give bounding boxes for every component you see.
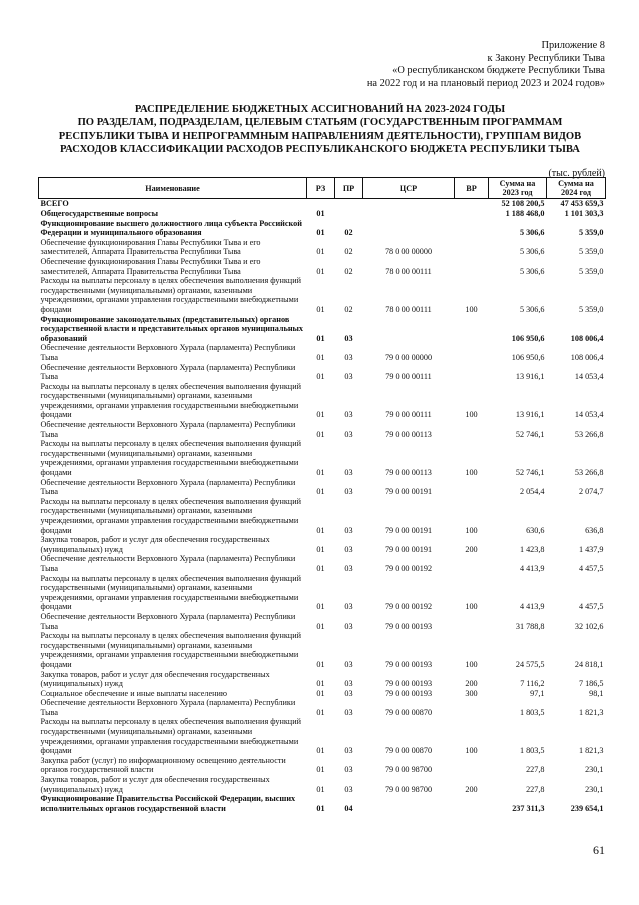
cell-sum-2024: 108 006,4 bbox=[570, 352, 604, 362]
cell-sum-2024: 1 821,3 bbox=[578, 746, 604, 756]
cell-csr: 79 0 00 00191 bbox=[384, 487, 433, 497]
cell-pr: 03 bbox=[344, 679, 353, 689]
table-row bbox=[39, 257, 606, 276]
cell-sum-2023: 5 306,6 bbox=[519, 247, 545, 257]
cell-sum-2023: 52 746,1 bbox=[515, 468, 545, 478]
cell-vr: 300 bbox=[465, 688, 478, 698]
cell-sum-2023: 5 306,6 bbox=[519, 228, 545, 238]
table-body bbox=[39, 199, 606, 814]
header-pr: ПР bbox=[335, 178, 363, 199]
cell-pr: 03 bbox=[344, 688, 353, 698]
cell-csr: 78 0 00 00000 bbox=[384, 247, 433, 257]
cell-csr: 79 0 00 00111 bbox=[385, 372, 432, 382]
cell-name: Расходы на выплаты персоналу в целях обеспечения выполнения функций государственными (муниципальными) органами, казенными учреждениями, органами управления государственными внебюджетными фондами bbox=[40, 496, 301, 535]
cell-csr: 79 0 00 00113 bbox=[385, 429, 432, 439]
cell-rz: 01 bbox=[316, 429, 325, 439]
cell-sum-2023: 31 788,8 bbox=[515, 621, 545, 631]
document-title bbox=[40, 103, 600, 157]
cell-rz: 01 bbox=[316, 247, 325, 257]
cell-rz: 01 bbox=[316, 784, 325, 794]
units-label: (тыс. рублей) bbox=[548, 168, 605, 179]
cell-name: Обеспечение функционирования Главы Республики Тыва и его заместителей, Аппарата Правительства Республики Тыва bbox=[40, 256, 261, 276]
cell-sum-2023: 227,8 bbox=[526, 784, 545, 794]
annex-line: на 2022 год и на плановый период 2023 и 2024 годов» bbox=[366, 77, 605, 89]
cell-name: Расходы на выплаты персоналу в целях обеспечения выполнения функций государственными (муниципальными) органами, казенными учреждениями, органами управления государственными внебюджетными фондами bbox=[40, 381, 301, 420]
cell-name: Расходы на выплаты персоналу в целях обеспечения выполнения функций государственными (муниципальными) органами, казенными учреждениями, органами управления государственными внебюджетными фондами bbox=[40, 573, 301, 612]
cell-rz: 01 bbox=[316, 621, 325, 631]
annex-line: к Закону Республики Тыва bbox=[487, 52, 605, 64]
cell-csr: 79 0 00 00870 bbox=[384, 746, 433, 756]
cell-sum-2024: 7 186,5 bbox=[578, 679, 604, 689]
cell-pr: 03 bbox=[344, 525, 353, 535]
cell-pr: 03 bbox=[344, 659, 353, 669]
cell-rz: 01 bbox=[316, 563, 325, 573]
page-number: 61 bbox=[593, 843, 605, 857]
table-row bbox=[39, 478, 606, 497]
cell-name: Обеспечение деятельности Верховного Хурала (парламента) Республики Тыва bbox=[40, 698, 296, 717]
cell-sum-2024: 53 266,8 bbox=[574, 429, 604, 439]
cell-pr: 03 bbox=[344, 765, 353, 775]
table-row bbox=[39, 756, 606, 775]
cell-vr: 100 bbox=[465, 746, 478, 756]
table-row bbox=[39, 219, 606, 238]
table-row bbox=[39, 698, 606, 717]
cell-csr: 79 0 00 00111 bbox=[385, 410, 432, 420]
cell-rz: 01 bbox=[316, 266, 325, 276]
cell-vr: 100 bbox=[465, 602, 478, 612]
cell-name: Обеспечение функционирования Главы Республики Тыва и его заместителей, Аппарата Правительства Республики Тыва bbox=[40, 237, 261, 257]
cell-rz: 01 bbox=[316, 544, 325, 554]
cell-pr: 03 bbox=[344, 333, 353, 343]
cell-rz: 01 bbox=[316, 410, 325, 420]
cell-csr: 78 0 00 00111 bbox=[385, 266, 432, 276]
annex-line: Приложение 8 bbox=[541, 40, 605, 51]
cell-sum-2024: 4 457,5 bbox=[578, 563, 604, 573]
cell-sum-2024: 1 101 303,3 bbox=[564, 209, 604, 218]
cell-sum-2024: 5 359,0 bbox=[578, 266, 604, 276]
cell-pr: 04 bbox=[344, 803, 353, 813]
cell-csr: 79 0 00 00191 bbox=[384, 525, 433, 535]
cell-sum-2023: 5 306,6 bbox=[519, 266, 545, 276]
title-line: РАСПРЕДЕЛЕНИЕ БЮДЖЕТНЫХ АССИГНОВАНИЙ НА 2023-2024 ГОДЫ bbox=[134, 104, 506, 115]
cell-sum-2023: 106 950,6 bbox=[511, 333, 545, 343]
cell-rz: 01 bbox=[316, 679, 325, 689]
cell-rz: 01 bbox=[316, 688, 325, 698]
cell-name: Закупка товаров, работ и услуг для обеспечения государственных (муниципальных) нужд bbox=[40, 535, 270, 554]
table-row bbox=[39, 315, 606, 344]
cell-name: Обеспечение деятельности Верховного Хурала (парламента) Республики Тыва bbox=[40, 343, 296, 362]
cell-csr: 79 0 00 98700 bbox=[384, 784, 433, 794]
table-row bbox=[39, 775, 606, 794]
table-row bbox=[39, 535, 606, 554]
cell-pr: 02 bbox=[344, 266, 353, 276]
cell-sum-2023: 4 413,9 bbox=[519, 563, 545, 573]
cell-vr: 100 bbox=[465, 659, 478, 669]
cell-csr: 79 0 00 00000 bbox=[384, 352, 433, 362]
cell-rz: 01 bbox=[316, 487, 325, 497]
cell-vr bbox=[455, 612, 489, 631]
cell-csr bbox=[363, 209, 455, 219]
cell-sum-2023: 5 306,6 bbox=[519, 304, 545, 314]
cell-csr bbox=[363, 794, 455, 813]
cell-sum-2024: 2 074,7 bbox=[578, 487, 604, 497]
table-row bbox=[39, 689, 606, 699]
cell-name: Функционирование высшего должностного лица субъекта Российской Федерации и муниципального образования bbox=[40, 218, 302, 238]
table-row bbox=[39, 276, 606, 314]
cell-pr: 03 bbox=[344, 621, 353, 631]
cell-rz: 01 bbox=[316, 468, 325, 478]
cell-name: Закупка товаров, работ и услуг для обеспечения государственных (муниципальных) нужд bbox=[40, 669, 270, 689]
cell-rz: 01 bbox=[316, 352, 325, 362]
cell-name: Расходы на выплаты персоналу в целях обеспечения выполнения функций государственными (муниципальными) органами, казенными учреждениями, органами управления государственными внебюджетными фондами bbox=[40, 631, 301, 669]
cell-rz: 01 bbox=[316, 304, 325, 314]
cell-pr: 02 bbox=[344, 304, 353, 314]
cell-sum-2024: 53 266,8 bbox=[574, 468, 604, 478]
cell-csr bbox=[363, 219, 455, 238]
cell-sum-2024: 98,1 bbox=[589, 688, 604, 698]
cell-name: Обеспечение деятельности Верховного Хурала (парламента) Республики Тыва bbox=[40, 477, 296, 497]
table-row bbox=[39, 497, 606, 535]
cell-rz: 01 bbox=[316, 746, 325, 756]
cell-pr: 03 bbox=[344, 707, 353, 717]
cell-sum-2024: 4 457,5 bbox=[578, 602, 604, 612]
cell-rz: 01 bbox=[316, 209, 325, 218]
header-rz: РЗ bbox=[307, 178, 335, 199]
cell-pr: 03 bbox=[344, 602, 353, 612]
cell-name: Закупка работ (услуг) по информационному освещению деятельности органов государственной власти bbox=[40, 755, 286, 775]
cell-vr bbox=[455, 478, 489, 497]
cell-name: Обеспечение деятельности Верховного Хурала (парламента) Республики Тыва bbox=[40, 362, 296, 382]
table-row bbox=[39, 574, 606, 612]
cell-vr: 100 bbox=[465, 525, 478, 535]
annex-line: «О республиканском бюджете Республики Тыва bbox=[392, 65, 605, 77]
table-row bbox=[39, 382, 606, 420]
cell-csr: 79 0 00 00193 bbox=[384, 679, 433, 689]
cell-csr: 79 0 00 00191 bbox=[384, 544, 433, 554]
cell-vr: 200 bbox=[465, 544, 478, 554]
table-row bbox=[39, 794, 606, 813]
table-row bbox=[39, 670, 606, 689]
cell-sum-2024: 239 654,1 bbox=[570, 803, 604, 813]
table-row bbox=[39, 363, 606, 382]
cell-pr: 03 bbox=[344, 372, 353, 382]
cell-csr: 79 0 00 00192 bbox=[384, 563, 433, 573]
cell-rz bbox=[307, 199, 335, 209]
cell-name: Функционирование Правительства Российской Федерации, высших исполнительных органов государственной власти bbox=[40, 794, 296, 813]
cell-csr: 79 0 00 00193 bbox=[384, 621, 433, 631]
cell-sum-2024: 14 053,4 bbox=[574, 410, 604, 420]
cell-csr: 79 0 00 00870 bbox=[384, 707, 433, 717]
cell-sum-2024: 5 359,0 bbox=[578, 304, 604, 314]
cell-name: Обеспечение деятельности Верховного Хурала (парламента) Республики Тыва bbox=[40, 420, 296, 439]
cell-pr: 03 bbox=[344, 352, 353, 362]
cell-rz: 01 bbox=[316, 707, 325, 717]
cell-vr bbox=[455, 209, 489, 219]
cell-vr bbox=[455, 315, 489, 344]
cell-pr: 03 bbox=[344, 563, 353, 573]
cell-sum-2023: 106 950,6 bbox=[511, 352, 545, 362]
cell-sum-2024: 32 102,6 bbox=[574, 621, 604, 631]
header-name: Наименование bbox=[39, 178, 307, 199]
cell-rz: 01 bbox=[316, 228, 325, 238]
cell-sum-2023: 2 054,4 bbox=[519, 487, 545, 497]
cell-name: Расходы на выплаты персоналу в целях обеспечения выполнения функций государственными (муниципальными) органами, казенными учреждениями, органами управления государственными внебюджетными фондами bbox=[40, 717, 301, 756]
cell-vr bbox=[455, 794, 489, 813]
cell-pr: 03 bbox=[344, 746, 353, 756]
cell-rz: 01 bbox=[316, 803, 325, 813]
cell-sum-2024: 14 053,4 bbox=[574, 372, 604, 382]
cell-rz: 01 bbox=[316, 602, 325, 612]
cell-vr: 100 bbox=[465, 410, 478, 420]
cell-csr: 79 0 00 00193 bbox=[384, 659, 433, 669]
cell-sum-2024: 108 006,4 bbox=[570, 333, 604, 343]
budget-table bbox=[38, 177, 606, 813]
cell-sum-2024: 5 359,0 bbox=[578, 247, 604, 257]
cell-vr bbox=[455, 420, 489, 439]
cell-sum-2023: 97,1 bbox=[530, 688, 545, 698]
cell-sum-2023: 1 188 468,0 bbox=[505, 209, 545, 218]
cell-pr: 03 bbox=[344, 544, 353, 554]
cell-name: Расходы на выплаты персоналу в целях обеспечения выполнения функций государственными (муниципальными) органами, казенными учреждениями, органами управления государственными внебюджетными фондами bbox=[40, 276, 301, 314]
cell-vr bbox=[455, 756, 489, 775]
cell-vr bbox=[455, 257, 489, 276]
cell-name: Расходы на выплаты персоналу в целях обеспечения выполнения функций государственными (муниципальными) органами, казенными учреждениями, органами управления государственными внебюджетными фондами bbox=[40, 439, 301, 478]
cell-rz: 01 bbox=[316, 765, 325, 775]
cell-vr bbox=[455, 698, 489, 717]
cell-pr: 02 bbox=[344, 228, 353, 238]
cell-csr: 79 0 00 00192 bbox=[384, 602, 433, 612]
cell-name: Социальное обеспечение и иные выплаты населению bbox=[40, 688, 227, 698]
table-row bbox=[39, 209, 606, 219]
cell-pr: 03 bbox=[344, 468, 353, 478]
cell-sum-2023: 630,6 bbox=[526, 525, 545, 535]
table-row bbox=[39, 717, 606, 755]
header-sum-2024: Сумма на 2024 год bbox=[547, 178, 606, 199]
cell-rz: 01 bbox=[316, 659, 325, 669]
cell-sum-2024: 636,8 bbox=[585, 525, 604, 535]
table-row bbox=[39, 238, 606, 257]
cell-csr bbox=[363, 315, 455, 344]
cell-vr bbox=[455, 363, 489, 382]
cell-pr: 03 bbox=[344, 487, 353, 497]
cell-name: Обеспечение деятельности Верховного Хурала (парламента) Республики Тыва bbox=[40, 554, 296, 573]
cell-vr bbox=[455, 238, 489, 257]
cell-pr bbox=[335, 209, 363, 219]
cell-vr bbox=[455, 199, 489, 209]
cell-vr bbox=[455, 554, 489, 573]
cell-sum-2023: 7 116,2 bbox=[520, 679, 545, 689]
cell-vr bbox=[455, 343, 489, 362]
cell-sum-2024: 24 818,1 bbox=[574, 659, 604, 669]
cell-sum-2024: 1 437,9 bbox=[578, 544, 604, 554]
cell-sum-2024: 1 821,3 bbox=[578, 707, 604, 717]
table-row bbox=[39, 612, 606, 631]
cell-sum-2023: 1 423,8 bbox=[519, 544, 545, 554]
table-row bbox=[39, 343, 606, 362]
cell-csr: 78 0 00 00111 bbox=[385, 304, 432, 314]
cell-pr: 03 bbox=[344, 410, 353, 420]
cell-csr bbox=[363, 199, 455, 209]
cell-rz: 01 bbox=[316, 525, 325, 535]
table-row bbox=[39, 420, 606, 439]
cell-pr: 02 bbox=[344, 247, 353, 257]
table-row bbox=[39, 554, 606, 573]
cell-sum-2023: 237 311,3 bbox=[512, 803, 545, 813]
cell-name: ВСЕГО bbox=[39, 199, 307, 209]
table-row bbox=[39, 439, 606, 477]
table-row bbox=[39, 631, 606, 669]
cell-sum-2024: 47 453 659,3 bbox=[547, 199, 606, 209]
cell-pr: 03 bbox=[344, 784, 353, 794]
cell-csr: 79 0 00 00113 bbox=[385, 468, 432, 478]
cell-rz: 01 bbox=[316, 333, 325, 343]
cell-name: Обеспечение деятельности Верховного Хурала (парламента) Республики Тыва bbox=[40, 611, 296, 631]
cell-sum-2023: 4 413,9 bbox=[519, 602, 545, 612]
cell-vr: 200 bbox=[465, 784, 478, 794]
table-header-row bbox=[39, 178, 606, 199]
header-csr: ЦСР bbox=[363, 178, 455, 199]
cell-sum-2023: 24 575,5 bbox=[515, 659, 545, 669]
cell-csr: 79 0 00 00193 bbox=[384, 688, 433, 698]
cell-sum-2023: 1 803,5 bbox=[519, 707, 545, 717]
cell-name: Функционирование законодательных (представительных) органов государственной власти и представительных органов муниципальных образований bbox=[40, 314, 304, 343]
cell-vr: 100 bbox=[465, 468, 478, 478]
cell-vr: 200 bbox=[465, 679, 478, 689]
header-sum-2023: Сумма на 2023 год bbox=[489, 178, 547, 199]
cell-vr: 100 bbox=[465, 304, 478, 314]
title-line: ПО РАЗДЕЛАМ, ПОДРАЗДЕЛАМ, ЦЕЛЕВЫМ СТАТЬЯМ (ГОСУДАРСТВЕННЫМ ПРОГРАММАМ bbox=[77, 117, 563, 129]
cell-sum-2024: 230,1 bbox=[585, 765, 604, 775]
cell-sum-2023: 227,8 bbox=[526, 765, 545, 775]
table-row bbox=[39, 199, 606, 209]
title-line: РАСХОДОВ КЛАССИФИКАЦИИ РАСХОДОВ РЕСПУБЛИКАНСКОГО БЮДЖЕТА РЕСПУБЛИКИ ТЫВА bbox=[60, 144, 580, 156]
annex-block bbox=[305, 40, 605, 90]
cell-rz: 01 bbox=[316, 372, 325, 382]
header-vr: ВР bbox=[455, 178, 489, 199]
cell-sum-2023: 1 803,5 bbox=[519, 746, 545, 756]
cell-sum-2024: 230,1 bbox=[585, 784, 604, 794]
title-line: РЕСПУБЛИКИ ТЫВА И НЕПРОГРАММНЫМ НАПРАВЛЕНИЯМ ДЕЯТЕЛЬНОСТИ), ГРУППАМ ВИДОВ bbox=[58, 130, 582, 142]
cell-name: Общегосударственные вопросы bbox=[40, 209, 159, 218]
cell-name: Закупка товаров, работ и услуг для обеспечения государственных (муниципальных) нужд bbox=[40, 775, 270, 794]
cell-csr: 79 0 00 98700 bbox=[384, 765, 433, 775]
cell-pr bbox=[335, 199, 363, 209]
cell-sum-2024: 5 359,0 bbox=[578, 228, 604, 238]
cell-sum-2023: 52 108 200,5 bbox=[489, 199, 547, 209]
cell-sum-2023: 13 916,1 bbox=[515, 372, 545, 382]
cell-pr: 03 bbox=[344, 429, 353, 439]
cell-sum-2023: 52 746,1 bbox=[515, 429, 545, 439]
cell-sum-2023: 13 916,1 bbox=[515, 410, 545, 420]
cell-vr bbox=[455, 219, 489, 238]
